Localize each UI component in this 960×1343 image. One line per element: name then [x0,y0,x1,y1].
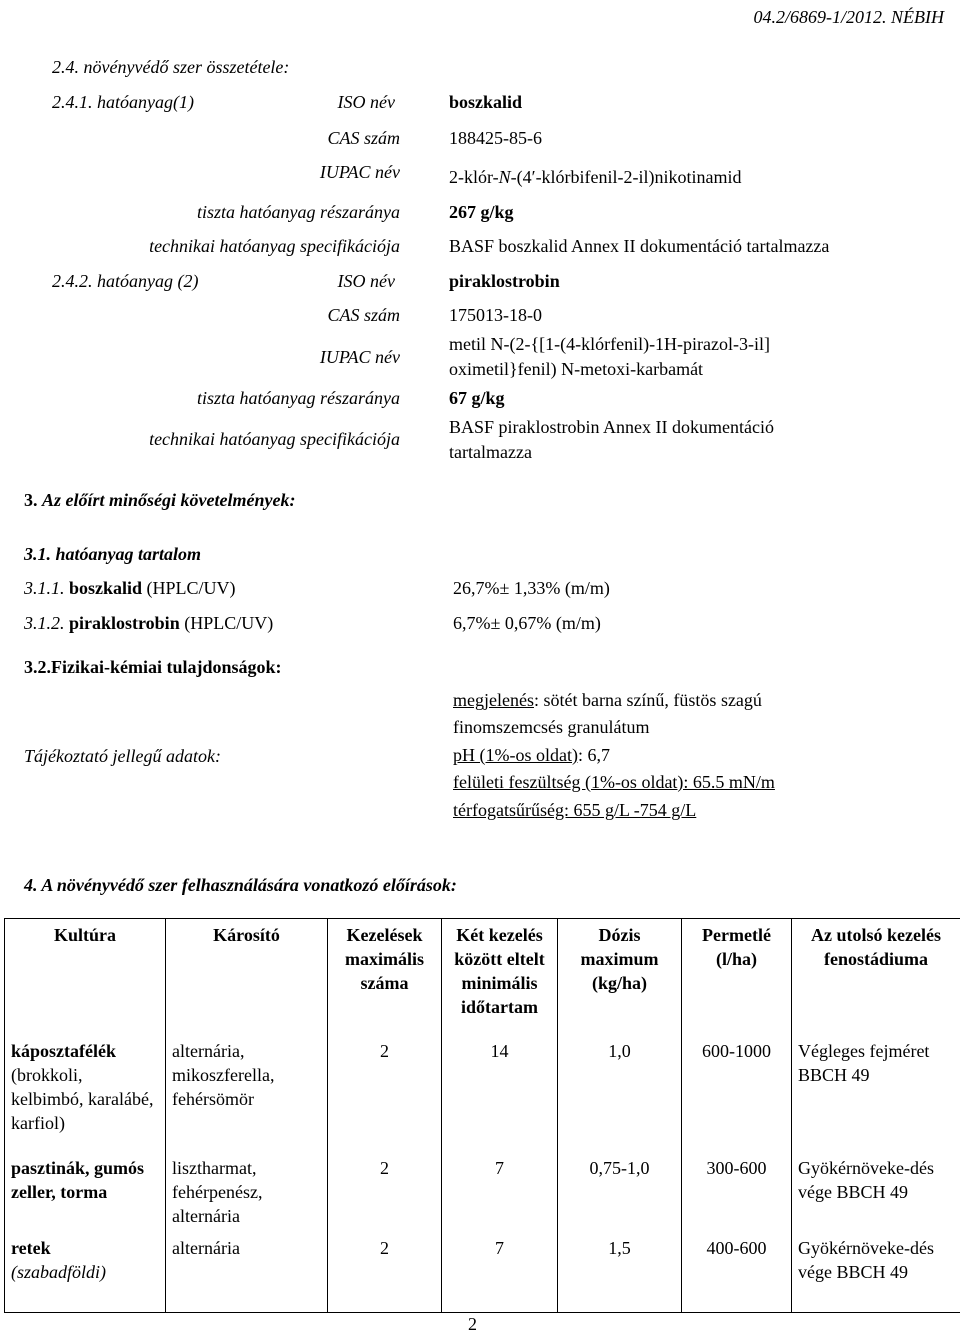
cell-spray-volume: 400-600 [682,1232,792,1312]
ai2-cas-value: 175013-18-0 [449,305,542,325]
quality-boszkalid-value: 26,7%± 1,33% (m/m) [453,578,610,598]
page-number: 2 [468,1314,477,1334]
ai1-spec-label: technikai hatóanyag specifikációja [149,236,400,256]
ai2-iupac-label: IUPAC név [319,347,400,367]
ai1-purity-label: tiszta hatóanyag részaránya [196,202,400,222]
ai2-spec-line1: BASF piraklostrobin Annex II dokumentáció [449,417,774,437]
info-label: Tájékoztató jellegű adatok: [24,746,221,766]
ai1-purity-value: 267 g/kg [449,202,514,222]
cell-culture: káposztafélék (brokkoli, kelbimbó, karalábé, karfiol) [5,1035,166,1152]
cell-pest: alternária, mikoszferella, fehérsömör [166,1035,328,1152]
ai2-purity-label: tiszta hatóanyag részaránya [196,388,400,408]
cell-dose: 0,75-1,0 [558,1152,682,1232]
header-spray-volume: Permetlé (l/ha) [682,919,792,1036]
prop-ph: pH (1%-os oldat): 6,7 [453,745,610,765]
ai2-cas-label: CAS szám [327,305,400,325]
section-2-4-title: 2.4. növényvédő szer összetétele: [52,57,290,77]
ai1-iupac-label: IUPAC név [319,162,400,182]
table-row [5,1232,960,1312]
section-3-1-title: 3.1. hatóanyag tartalom [24,544,202,564]
cell-stage: Gyökérnöveke-dés vége BBCH 49 [792,1232,960,1312]
ai2-spec-line2: tartalmazza [449,442,532,462]
cell-culture: pasztinák, gumós zeller, torma [5,1152,166,1232]
table-row [5,1035,960,1152]
cell-dose: 1,0 [558,1035,682,1152]
ai1-iso-label: ISO név [337,92,395,112]
ai1-iupac-value: 2-klór-N-(4′-klórbifenil-2-il)nikotinamid [449,167,742,187]
ai2-label: 2.4.2. hatóanyag (2) [52,271,199,291]
header-interval: Két kezelés között eltelt minimális időtartam [442,919,558,1036]
prop-surface-tension: felületi feszültség (1%-os oldat): 65.5 mN/m [453,772,775,792]
cell-stage: Gyökérnöveke-dés vége BBCH 49 [792,1152,960,1232]
ai2-spec-label: technikai hatóanyag specifikációja [149,429,400,449]
ai1-iso-value: boszkalid [449,92,523,112]
ai2-purity-value: 67 g/kg [449,388,505,408]
ai2-iso-value: piraklostrobin [449,271,560,291]
prop-appearance-cont: finomszemcsés granulátum [453,717,650,737]
header-culture: Kultúra [5,919,166,1036]
ai2-iupac-line2: oximetil}fenil) N-metoxi-karbamát [449,359,704,379]
cell-max-treatments: 2 [328,1152,442,1232]
cell-pest: lisztharmat, fehérpenész, alternária [166,1152,328,1232]
quality-piraklostrobin-value: 6,7%± 0,67% (m/m) [453,613,601,633]
header-pest: Károsító [166,919,328,1036]
header-dose: Dózis maximum (kg/ha) [558,919,682,1036]
ai2-iupac-line1: metil N-(2-{[1-(4-klórfenil)-1H-pirazol-3-il] [449,334,771,354]
usage-table [4,918,960,1313]
header-last-treatment-stage: Az utolsó kezelés fenostádiuma [792,919,960,1036]
quality-piraklostrobin: 3.1.2. piraklostrobin (HPLC/UV) [24,613,274,633]
cell-spray-volume: 600-1000 [682,1035,792,1152]
prop-appearance: megjelenés: sötét barna színű, füstös szagú [453,690,762,710]
quality-boszkalid: 3.1.1. boszkalid (HPLC/UV) [24,578,236,598]
cell-interval: 14 [442,1035,558,1152]
section-3-2-title: 3.2.Fizikai-kémiai tulajdonságok: [24,657,282,677]
table-row [5,1152,960,1232]
ai1-cas-label: CAS szám [327,128,400,148]
ai1-cas-value: 188425-85-6 [449,128,542,148]
header-max-treatments: Kezelések maximális száma [328,919,442,1036]
cell-spray-volume: 300-600 [682,1152,792,1232]
prop-bulk-density: térfogatsűrűség: 655 g/L -754 g/L [453,800,697,820]
ai1-spec-value: BASF boszkalid Annex II dokumentáció tartalmazza [449,236,830,256]
cell-stage: Végleges fejméret BBCH 49 [792,1035,960,1152]
cell-dose: 1,5 [558,1232,682,1312]
ai1-label: 2.4.1. hatóanyag(1) [52,92,194,112]
cell-max-treatments: 2 [328,1232,442,1312]
section-3-title: 3. Az előírt minőségi követelmények: [24,490,296,510]
section-4-title: 4. A növényvédő szer felhasználására vonatkozó előírások: [24,875,457,895]
ai2-iso-label: ISO név [337,271,395,291]
cell-max-treatments: 2 [328,1035,442,1152]
cell-interval: 7 [442,1232,558,1312]
cell-culture: retek (szabadföldi) [5,1232,166,1312]
cell-interval: 7 [442,1152,558,1232]
document-reference: 04.2/6869-1/2012. NÉBIH [753,7,944,27]
cell-pest: alternária [166,1232,328,1312]
